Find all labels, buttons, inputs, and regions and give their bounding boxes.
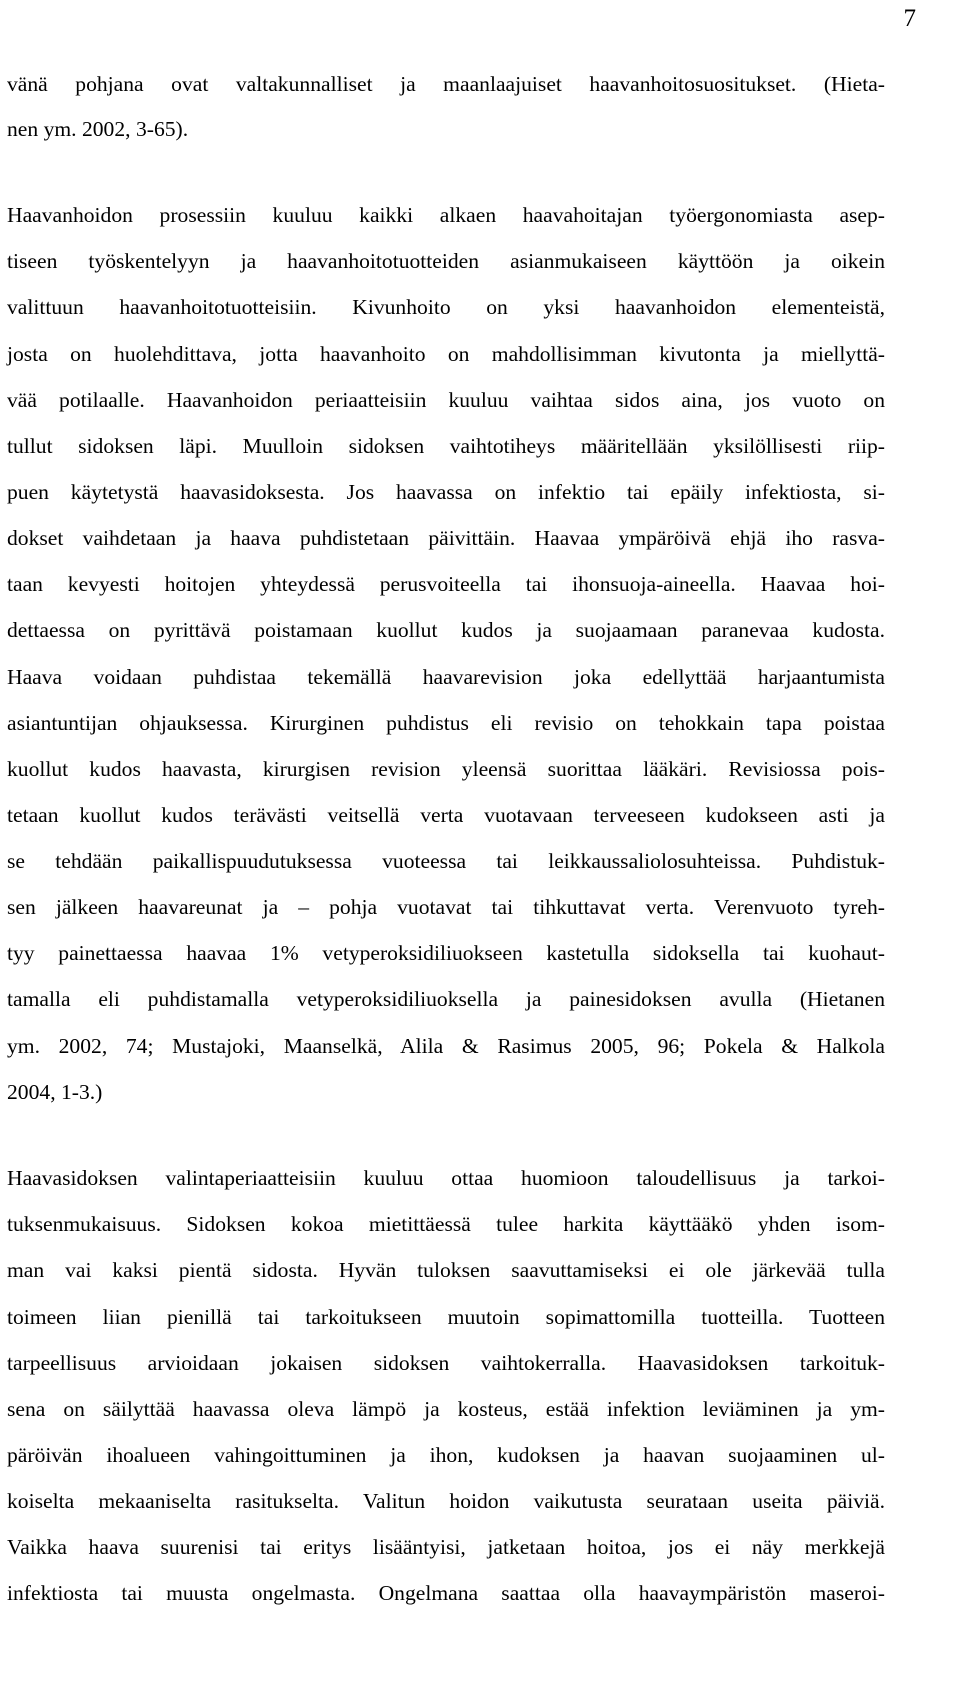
text-line: puen käytetystä haavasidoksesta. Jos haavassa on infektio tai epäily infektiosta, si- — [7, 480, 885, 504]
text-line: asiantuntijan ohjauksessa. Kirurginen puhdistus eli revisio on tehokkain tapa poistaa — [7, 711, 885, 735]
text-line: 2004, 1-3.) — [7, 1080, 103, 1104]
text-line: man vai kaksi pientä sidosta. Hyvän tuloksen saavuttamiseksi ei ole järkevää tulla — [7, 1258, 885, 1282]
text-line: tarpeellisuus arvioidaan jokaisen sidoksen vaihtokerralla. Haavasidoksen tarkoituk- — [7, 1351, 885, 1375]
text-line: Haavanhoidon prosessiin kuuluu kaikki alkaen haavahoitajan työergonomiasta asep- — [7, 203, 885, 227]
text-line: Haava voidaan puhdistaa tekemällä haavarevision joka edellyttää harjaantumista — [7, 665, 885, 689]
text-line: tuksenmukaisuus. Sidoksen kokoa mietittäessä tulee harkita käyttääkö yhden isom- — [7, 1212, 885, 1236]
text-line: tullut sidoksen läpi. Muulloin sidoksen vaihtotiheys määritellään yksilöllisesti riip- — [7, 434, 885, 458]
text-line: tyy painettaessa haavaa 1% vetyperoksidiliuokseen kastetulla sidoksella tai kuohaut- — [7, 941, 885, 965]
text-line: Vaikka haava suurenisi tai eritys lisääntyisi, jatketaan hoitoa, jos ei näy merkkejä — [7, 1535, 885, 1559]
text-line: tetaan kuollut kudos terävästi veitsellä verta vuotavaan terveeseen kudokseen asti ja — [7, 803, 885, 827]
text-line: dettaessa on pyrittävä poistamaan kuollut kudos ja suojaamaan paranevaa kudosta. — [7, 618, 885, 642]
text-line: dokset vaihdetaan ja haava puhdistetaan päivittäin. Haavaa ympäröivä ehjä iho rasva- — [7, 526, 885, 550]
text-line: vänä pohjana ovat valtakunnalliset ja maanlaajuiset haavanhoitosuositukset. (Hieta- — [7, 72, 885, 96]
text-line: toimeen liian pienillä tai tarkoitukseen muutoin sopimattomilla tuotteilla. Tuotteen — [7, 1305, 885, 1329]
text-line: josta on huolehdittava, jotta haavanhoito on mahdollisimman kivutonta ja miellyttä- — [7, 342, 885, 366]
text-line: valittuun haavanhoitotuotteisiin. Kivunhoito on yksi haavanhoidon elementeistä, — [7, 295, 885, 319]
text-line: taan kevyesti hoitojen yhteydessä perusvoiteella tai ihonsuoja-aineella. Haavaa hoi- — [7, 572, 885, 596]
text-line: nen ym. 2002, 3-65). — [7, 117, 189, 141]
text-line: infektiosta tai muusta ongelmasta. Ongelmana saattaa olla haavaympäristön maseroi- — [7, 1581, 885, 1605]
text-line: se tehdään paikallispuudutuksessa vuoteessa tai leikkaussaliolosuhteissa. Puhdistuk- — [7, 849, 885, 873]
text-line: tamalla eli puhdistamalla vetyperoksidiliuoksella ja painesidoksen avulla (Hietanen — [7, 987, 885, 1011]
text-line: sen jälkeen haavareunat ja – pohja vuotavat tai tihkuttavat verta. Verenvuoto tyreh- — [7, 895, 885, 919]
text-line: päröivän ihoalueen vahingoittuminen ja ihon, kudoksen ja haavan suojaaminen ul- — [7, 1443, 885, 1467]
text-line: tiseen työskentelyyn ja haavanhoitotuotteiden asianmukaiseen käyttöön ja oikein — [7, 249, 885, 273]
text-line: sena on säilyttää haavassa oleva lämpö ja kosteus, estää infektion leviäminen ja ym- — [7, 1397, 885, 1421]
text-line: vää potilaalle. Haavanhoidon periaatteisiin kuuluu vaihtaa sidos aina, jos vuoto on — [7, 388, 885, 412]
page-number: 7 — [903, 5, 916, 32]
text-line: koiselta mekaaniselta rasitukselta. Valitun hoidon vaikutusta seurataan useita päiviä. — [7, 1489, 885, 1513]
text-line: ym. 2002, 74; Mustajoki, Maanselkä, Alila & Rasimus 2005, 96; Pokela & Halkola — [7, 1034, 885, 1058]
text-line: kuollut kudos haavasta, kirurgisen revision yleensä suorittaa lääkäri. Revisiossa pois- — [7, 757, 885, 781]
text-line: Haavasidoksen valintaperiaatteisiin kuuluu ottaa huomioon taloudellisuus ja tarkoi- — [7, 1166, 885, 1190]
